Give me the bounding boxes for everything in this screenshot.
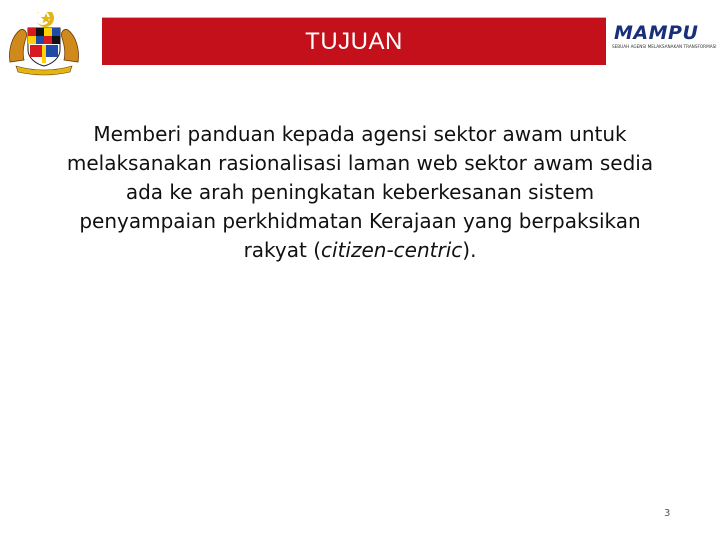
page-number: 3 bbox=[664, 508, 671, 519]
mampu-tagline: SEBUAH AGENSI MELAKSANAKAN TRANSFORMASI bbox=[612, 44, 717, 49]
paragraph-italic-term: citizen-centric bbox=[321, 238, 463, 262]
slide-title: TUJUAN bbox=[305, 28, 403, 55]
paragraph-text: Memberi panduan kepada agensi sektor awam untuk melaksanakan rasionalisasi laman web sektor awam sedia ada ke arah peningkatan keberkesanan sistem penyampaian perkhidmatan Kerajaan yang berpaksikan rakyat ( bbox=[66, 122, 654, 262]
title-banner bbox=[102, 17, 606, 65]
coat-of-arms-logo bbox=[6, 12, 82, 76]
tiger-left-icon bbox=[9, 29, 26, 62]
objective-paragraph bbox=[56, 120, 664, 265]
motto-scroll-icon bbox=[16, 66, 72, 75]
paragraph-closing: ). bbox=[462, 238, 477, 262]
mampu-logo bbox=[610, 24, 716, 54]
tiger-right-icon bbox=[61, 29, 78, 62]
mampu-wordmark: MAMPU bbox=[614, 22, 699, 44]
